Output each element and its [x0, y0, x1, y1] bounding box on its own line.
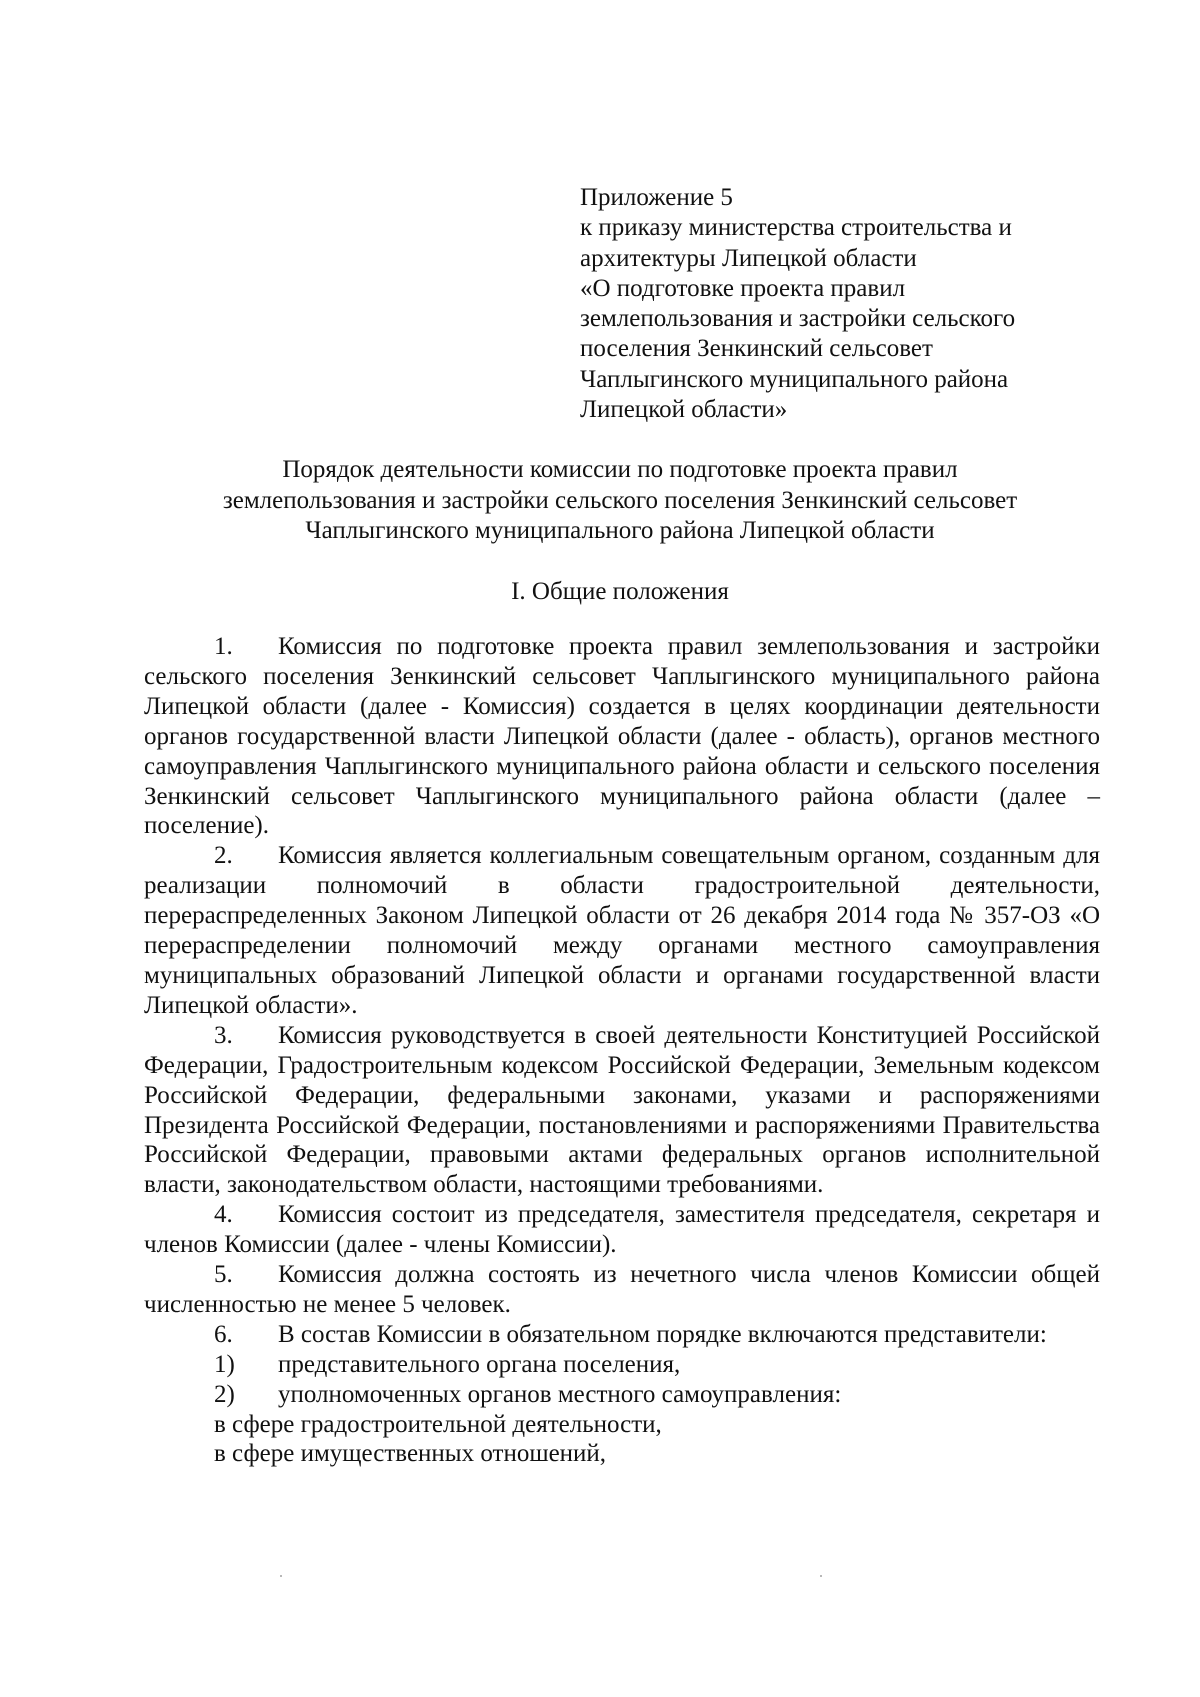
paragraph-text: Комиссия должна состоять из нечетного числа членов Комиссии общей численностью не менее 5 человек. — [144, 1261, 1100, 1318]
paragraph-2 — [144, 841, 1100, 1020]
title-line: Порядок деятельности комиссии по подготовке проекта правил — [282, 456, 958, 483]
paragraph-1 — [144, 632, 1100, 841]
appendix-line: Чаплыгинского муниципального района — [580, 365, 1009, 393]
paragraph-number: 2. — [214, 842, 233, 870]
paragraph-4 — [144, 1200, 1100, 1260]
subitem-1 — [144, 1350, 1100, 1380]
subitem-2 — [144, 1380, 1100, 1410]
appendix-line: к приказу министерства строительства и — [580, 214, 1012, 242]
appendix-line: поселения Зенкинский сельсовет — [580, 335, 933, 363]
paragraph-number: 5. — [214, 1261, 233, 1289]
plain-line: в сфере имущественных отношений, — [214, 1440, 607, 1468]
appendix-line: Липецкой области» — [580, 396, 788, 424]
document-title — [140, 455, 1100, 547]
paragraph-5 — [144, 1260, 1100, 1320]
subitem-text: уполномоченных органов местного самоуправления: — [278, 1380, 842, 1408]
subitem-number: 1) — [214, 1350, 235, 1378]
title-line: Чаплыгинского муниципального района Липецкой области — [305, 517, 935, 544]
appendix-line: Приложение 5 — [580, 184, 733, 211]
appendix-line: «О подготовке проекта правил — [580, 274, 906, 302]
scan-artifact — [280, 1575, 282, 1577]
paragraph-number: 1. — [214, 633, 233, 660]
paragraph-text: Комиссия руководствуется в своей деятельности Конституцией Российской Федерации, Градостроительным кодексом Российской Федерации, Земельным кодексом Российской Федерации, федеральными законами, указами и распоряжениями Президента Российской Федерации, постановлениями и распоряжениями Правительства Российской Федерации, правовыми актами федеральных органов исполнительной власти, законодательством области, настоящими требованиями. — [144, 1021, 1100, 1199]
paragraph-text: В состав Комиссии в обязательном порядке включаются представители: — [278, 1320, 1047, 1348]
appendix-header — [580, 183, 1050, 425]
paragraph-text: Комиссия по подготовке проекта правил землепользования и застройки сельского поселения Зенкинский сельсовет Чаплыгинского муниципального района Липецкой области (далее - Комиссия) создается в целях координации деятельности органов государственной власти Липецкой области (далее - область), органов местного самоуправления Чаплыгинского муниципального района области и сельского поселения Зенкинский сельсовет Чаплыгинского муниципального района области (далее – поселение). — [144, 633, 1100, 840]
plain-line: в сфере градостроительной деятельности, — [214, 1410, 662, 1438]
paragraph-text: Комиссия является коллегиальным совещательным органом, созданным для реализации полномочий в области градостроительной деятельности, перераспределенных Законом Липецкой области от 26 декабря 2014 года № 357-ОЗ «О перераспределении полномочий между органами местного самоуправления муниципальных образований Липецкой области и органами государственной власти Липецкой области». — [144, 842, 1100, 1019]
paragraph-3 — [144, 1021, 1100, 1200]
subitem-text: представительного органа поселения, — [278, 1350, 681, 1378]
paragraph-6 — [144, 1320, 1100, 1350]
paragraph-number: 6. — [214, 1320, 233, 1348]
subitem-number: 2) — [214, 1380, 235, 1408]
scan-artifact — [820, 1575, 822, 1577]
paragraph-number: 4. — [214, 1201, 233, 1229]
appendix-line: архитектуры Липецкой области — [580, 244, 917, 272]
paragraph-number: 3. — [214, 1021, 233, 1049]
paragraph-text: Комиссия состоит из председателя, заместителя председателя, секретаря и членов Комиссии (далее - члены Комиссии). — [144, 1201, 1100, 1259]
section-heading: I. Общие положения — [511, 578, 729, 605]
document-body — [144, 632, 1100, 1469]
title-line: землепользования и застройки сельского поселения Зенкинский сельсовет — [222, 486, 1018, 514]
appendix-line: землепользования и застройки сельского — [580, 305, 1016, 333]
